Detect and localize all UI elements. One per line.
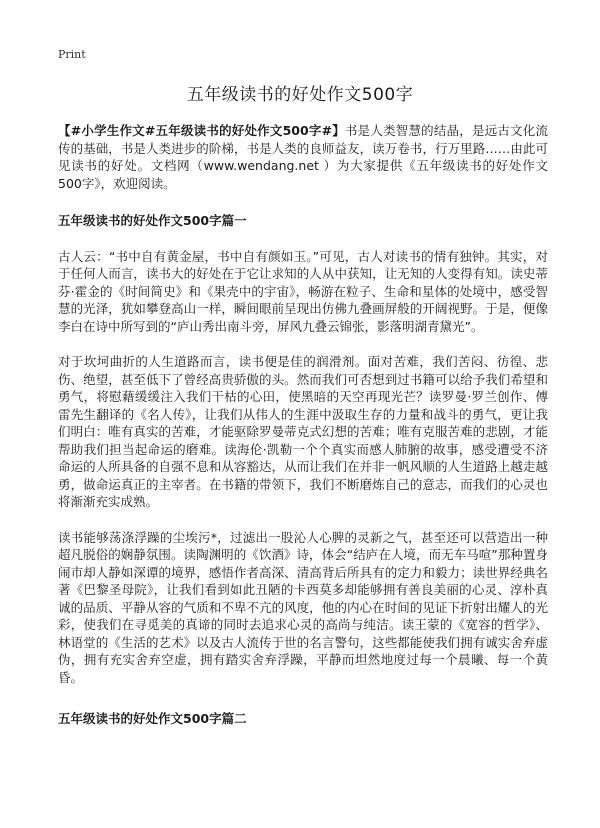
print-link[interactable]: Print [58, 48, 86, 61]
article-body [58, 122, 548, 746]
section-heading-2: 五年级读书的好处作文500字篇二 [58, 711, 247, 726]
intro-paragraph [58, 122, 548, 192]
intro-tags: 【#小学生作文#五年级读书的好处作文500字#】 [58, 123, 345, 138]
page-title: 五年级读书的好处作文500字 [186, 85, 414, 105]
section-heading-1: 五年级读书的好处作文500字篇一 [58, 213, 247, 228]
section-1-paragraph-1: 古人云：“书中自有黄金屋，书中自有颜如玉。”可见，古人对读书的情有独钟。其实，对于任何人而言，读书大的好处在于它让求知的人从中获知，让无知的人变得有知。读史蒂芬·霍金的《时间简史》和《果壳中的宇宙》，畅游在粒子、生命和星体的处境中，感受智慧的光泽，犹如攀登高山一样，瞬间眼前呈现出仿佛九叠画屏般的开阔视野。于是，便像李白在诗中所写到的“庐山秀出南斗旁，屏风九叠云锦张，影落明湖青黛光”。 [58, 248, 548, 334]
section-1-paragraph-3: 读书能够荡涤浮躁的尘埃污*，过滤出一股沁人心脾的灵新之气，甚至还可以营造出一种超凡脱俗的娴静氛围。读陶渊明的《饮酒》诗，体会“结庐在人境，而无车马喧”那种置身闹市却人静如深谭的境界，感悟作者高深、清高背后所具有的定力和毅力；读世界经典名著《巴黎圣母院》，让我们看到如此丑陋的卡西莫多却能够拥有善良美丽的心灵、淳朴真诚的品质、平静从容的气质和不卑不亢的风度，他的内心在时间的见证下折射出耀人的光彩，使我们在寻觅美的真谛的同时去追求心灵的高尚与纯洁。读王蒙的《宽容的哲学》、林语堂的《生活的艺术》以及古人流传于世的名言警句，这些都能使我们拥有诚实舍弃虚伪，拥有充实舍弃空虚，拥有踏实舍弃浮躁，平静而坦然地度过每一个晨曦、每一个黄昏。 [58, 529, 548, 685]
section-1-paragraph-2: 对于坎坷曲折的人生道路而言，读书便是佳的润滑剂。面对苦难，我们苦闷、彷徨、悲伤、绝望，甚至低下了曾经高贵骄傲的头。然而我们可否想到过书籍可以给予我们希望和勇气，将慰藉缓缓注入我们干枯的心田，使黑暗的天空再现光芒？读罗曼·罗兰创作、傅雷先生翻译的《名人传》，让我们从伟人的生涯中汲取生存的力量和战斗的勇气，更让我们明白：唯有真实的苦难，才能驱除罗曼蒂克式幻想的苦难；唯有克服苦难的悲剧，才能帮助我们担当起命运的磨难。读海伦·凯勒一个个真实而感人肺腑的故事，感受遭受不济命运的人所具备的自强不息和从容豁达，从而让我们在并非一帆风顺的人生道路上越走越勇，做命运真正的主宰者。在书籍的带领下，我们不断磨炼自己的意志，而我们的心灵也将渐渐充实成熟。 [58, 354, 548, 509]
intro-text: 书是人类智慧的结晶，是远古文化流传的基础，书是人类进步的阶梯，书是人类的良师益友，读万卷书，行万里路……由此可见读书的好处。文档网（www.wendang.net ）为大家提供《五年级读书的好处作文500字》，欢迎阅读。 [58, 123, 548, 191]
